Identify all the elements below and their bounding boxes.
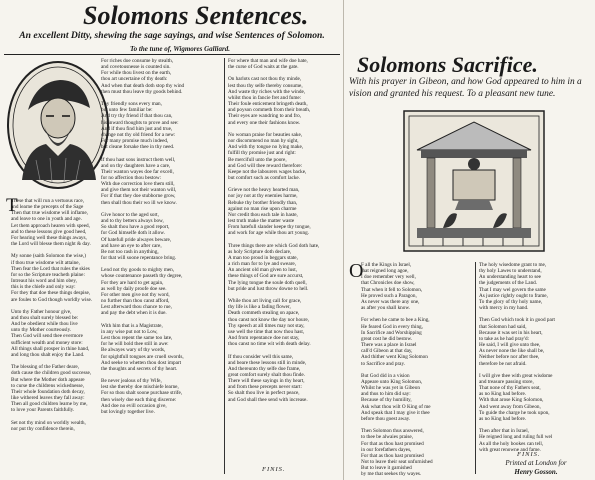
left-subtitle: An excellent Ditty, shewing the sage sayings, and wise Sentences of Solomon. <box>19 30 325 41</box>
left-col1-top: For riches doe consume by stealth, and covetousnesse is counted sin. For while thou livest on the earth, thou art uncertaine of thy death: And when that death doth stop thy wind then must thou leave thy goods behind. Thy friendly sons every man, but unto few familiar be: And try thy friend if that thou can, his inward thoughts to prove and see: And if thou find him just and true, change not thy old friend for a new: For many promise much indeed, but cleane forsake thee in thy need. If thou hast sons instruct them well, and on thy daughters have a care, Their wanton wayes doe far excell, for no affection thou bestow: With due correction love them still, and give them not their wanton will, For if that they doe stubborne grow, then shall thou their wo ill we know. Give honor to the aged sort, and to thy betters always bow, So shalt thou have a good report, for God himselfe doth it allow. Of hatefull pride alwayes beware, and have an eye to after care, Be not too rash in anything, for that will soone repentance bring. Lend not thy goods to mighty men, whose countenance passeth thy degree, For they are hard to get again, as well by daily proofe doe see. For other men give not thy word, no further than thou canst afford, Lest afterward thou chance to rue, and pay the debt when it is due. With him that is a Magistrate, in any wise put not to Low, Lest thou repent the same too late, for he will bold thee still in awe: Be alwayes wary of thy words, for spightfull tongues are cruell swords, And seeke to whetten thou dost impart the thoughts and secrets of thy heart. Be never jealous of thy Wife, lest she thereby doe mischiefe learne, For so thou shalt soone purchase strife, then wisely doe each thing discerne: And doe no evill occasion give, but lovingly together live. <box>101 58 185 415</box>
right-col2: The holy wisedome grant to me, thy holy Lawes to understand, An understanding heart to see the judgements of the Land. That I may wel govern the same As justice rightly ought to frame, To the glory of thy holy name, with mercy in my hand. Then God which took it in good part that Solomon had said, Because it was set in his heart, to take as he had pray'd: He said, I will give unto thee, As never none the like shall be, Neither before nor after thee, therefore be not afraid. I will give thee with great wisdome and treasure passing store, That none of thy Fathers seat, as no King had before. With that arose King Solomon, And went away from Gibeon, To guide the charge he took upon, as no King had before. Then after that in Israel, He reigned long and ruling full wel As all the holy bookes can tell, with great renowne and fame. <box>479 262 555 453</box>
left-col1-bottom: These that will run a vertuous race, and learne the precepts of the Sage Then that true wisdome will inflame, and leave to one in youth and age. Let them approach hearen with speed, and to these lessons give good heed, For hearing well these things aways, the Lord will blesse them night & day. My sonne (saith Solomon the wise,) if thou true wisdome wilt attaine, Then fear the Lord that rules the skies for so the Scripture teacheth plaine: Intreaut his word and him obey, this is the chiefe and only way: For they that doe these things despise, are foules to God though worldly wise. Unto thy Father honour give, and thou shalt surely blessed be: And be obedient while thou live unto thy Mother courteously. Then God will send thee evermore sufficient wealth and money store: All things shall prosper in thine hand, and long thou shalt enjoy the Land. The blessing of the Father deare, doth cause the children good successe, But where the Mother doth appeare to curse the childrens wickednesse, Their whole foundation doth decay, like withered leaves they fall away: Then all good children learne by me, to love your Parents faithfully. Set not thy mind on worldly wealth, nor put thy confidence therein, <box>11 198 93 432</box>
temple-woodcut <box>403 110 545 252</box>
left-header-rule <box>4 54 340 55</box>
right-column-divider <box>475 262 476 474</box>
right-dropcap: O <box>349 260 364 282</box>
left-title: Solomons Sentences. <box>83 1 309 30</box>
right-finis: FINIS. <box>517 451 541 458</box>
right-title: Solomons Sacrifice. <box>357 52 538 77</box>
portrait-woodcut <box>6 60 110 190</box>
left-finis: FINIS. <box>262 466 286 473</box>
right-page <box>345 0 595 480</box>
right-col1: F all the Kings in Israel, that reigned long agoe, I doe remember very well, that Chronicles doe show, That when it fell to Solomon, He proved such a Paragon, As never was there any one, as after you shall know. For when he came to bee a King, He feared God in every thing, In Sacrifice and Worshipping great cost he did bestow. There was a place in Israel call'd Gibeon at that day, And thither went King Solomon to Sacrifice and pray. But God did in a vision Appeare unto King Solomon, Whilst he was yet in Gibeon and thus to him did say: Because of thy humility, Ask what thou wilt O King of me And speak that I may give it thee before thou goest away. Then Solomon thus answered, to thee be alwaies praise, For that as thou hast promised in our forefathers dayes, For that as thou hast promised Not to leave their seat unfurnished But to leave it garnished by me that seekes thy wayes. <box>361 262 433 478</box>
right-imprint-line2: Henry Gosson. <box>514 468 558 476</box>
left-dropcap: T <box>6 195 18 216</box>
left-tune: To the tune of, Wigmores Galliard. <box>130 45 230 53</box>
right-imprint-line1: Printed at London for <box>505 459 567 467</box>
left-col2: For where that man and wife doe hate, the curse of God waits at the gate. On harlots cast not thou thy minde, lest thou thy selfe thereby consume, And waste thy riches with the winde, whilst thou in fancie fret and fume: Their foule enticement bringeth death, and poyson commeth from their breath, Their eyes are wandring to and fro, and every one their fashions know. No woman praise for beauties sake, nor discommend no man by sight, And with thy tongue no lying make, fulfill thy promise just and right: Be mercifull unto the poore, and God will thee reward therefore: Keepe not the labourers wages backe, but comfort such as comfort lacke. Grieve not the heavy hearted man, nor joy not at thy enemies harme, Rebuke thy brother friendly than, against no man rise upon charme Nor credit thou each tale in haste, lest truth make the matter waste From hatefull slander keepe thy tongue, and work for age while thou art young. Three things there are which God doth hate, as holy Scripture doth declare, A man too proud in beggars state, a rich man for to lye and sweare, An ancient old man given to lust, these things of God are sure accurst, The lying tongue the soule doth quell, but pride and lust throw downe to hell. While thou art living call for grace, thy life is like a fading flower, Death commeth stealing on apace, thou canst not know the day nor houre, Thy speech at all times may not stay, use well the time that now thou hast, And from repentance doe not stay, thou canst no time wit with death delay. If thou consider well this same, and beare these lessons still in minde, And thereunto thy selfe doe frame, great comfort surely shalt thou finde. There will these sayings in thy heart, and from these precepts never start: So shalt thou live in perfect peace, and God shall thee send with increase. <box>228 58 320 403</box>
left-column-divider <box>224 58 225 474</box>
right-subtitle: With his prayer in Gibeon, and how God appeared to him in a vision and granted his request. To a pleasant new tune. <box>349 77 582 99</box>
